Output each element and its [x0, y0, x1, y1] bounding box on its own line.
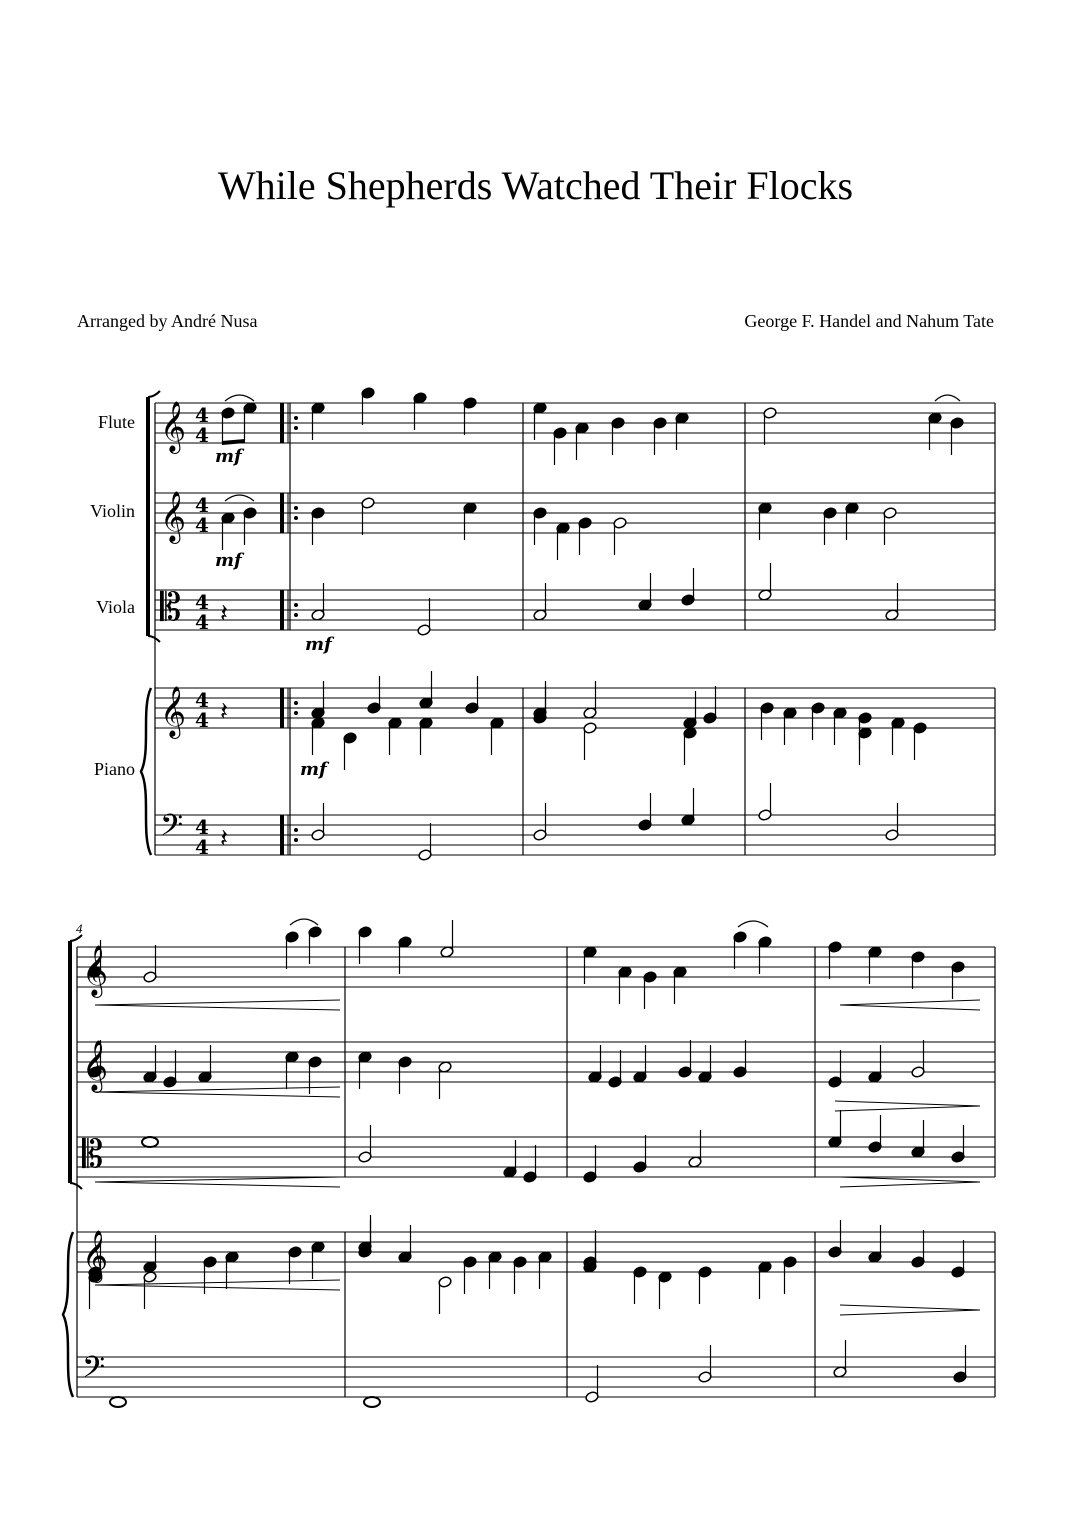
svg-text:4: 4	[195, 493, 209, 517]
slur	[935, 395, 960, 401]
measure-number: 4	[76, 921, 83, 936]
treble-clef-icon: 𝄞	[160, 686, 187, 737]
instrument-label-viola: Viola	[96, 597, 135, 617]
dynamic-mf: mf	[215, 550, 242, 571]
treble-clef-icon: 𝄞	[160, 401, 187, 452]
quarter-rest: 𝄽	[220, 599, 228, 629]
slur	[225, 395, 254, 401]
svg-text:4: 4	[195, 835, 209, 859]
piano-brace-2	[63, 1232, 73, 1397]
diminuendo-hairpin	[840, 1177, 980, 1187]
treble-clef-icon: 𝄞	[82, 1230, 109, 1281]
diminuendo-hairpin	[835, 1101, 980, 1111]
crescendo-hairpin	[95, 1000, 340, 1010]
alto-clef-icon: 𝄡	[82, 1132, 104, 1176]
time-signature: 4	[195, 403, 209, 427]
dynamic-mf: mf	[300, 759, 327, 780]
treble-clef-icon: 𝄞	[82, 1040, 109, 1091]
crescendo-hairpin	[95, 1280, 340, 1290]
composer-credit: George F. Handel and Nahum Tate	[744, 311, 994, 331]
svg-text:4: 4	[195, 423, 209, 447]
crescendo-hairpin	[95, 1087, 340, 1097]
piano-brace-1	[141, 688, 151, 855]
svg-text:4: 4	[195, 513, 209, 537]
whole-note	[142, 1137, 158, 1147]
slur	[225, 495, 254, 501]
crescendo-hairpin	[840, 1000, 980, 1010]
bass-clef-icon: 𝄢	[160, 809, 184, 850]
crescendo-hairpin	[95, 1177, 340, 1187]
quarter-rest: 𝄽	[220, 697, 228, 727]
alto-clef-icon: 𝄡	[160, 585, 182, 629]
whole-note	[364, 1397, 380, 1407]
bass-clef-icon: 𝄢	[82, 1351, 106, 1392]
slur	[290, 919, 318, 925]
instrument-label-violin: Violin	[90, 501, 135, 521]
instrument-label-flute: Flute	[97, 412, 135, 432]
treble-clef-icon: 𝄞	[82, 945, 109, 996]
arranger-credit: Arranged by André Nusa	[77, 311, 258, 331]
svg-text:4: 4	[195, 708, 209, 732]
svg-text:4: 4	[195, 590, 209, 614]
quarter-rest: 𝄽	[220, 824, 228, 854]
whole-note	[110, 1397, 126, 1407]
treble-clef-icon: 𝄞	[160, 491, 187, 542]
slur	[738, 921, 768, 927]
score-title: While Shepherds Watched Their Flocks	[217, 163, 854, 208]
dynamic-mf: mf	[215, 446, 242, 467]
dynamic-mf: mf	[305, 634, 332, 655]
instrument-label-piano: Piano	[93, 759, 135, 779]
beam	[222, 441, 245, 443]
svg-text:4: 4	[195, 610, 209, 634]
svg-text:4: 4	[195, 815, 209, 839]
diminuendo-hairpin	[840, 1305, 980, 1315]
svg-text:4: 4	[195, 688, 209, 712]
